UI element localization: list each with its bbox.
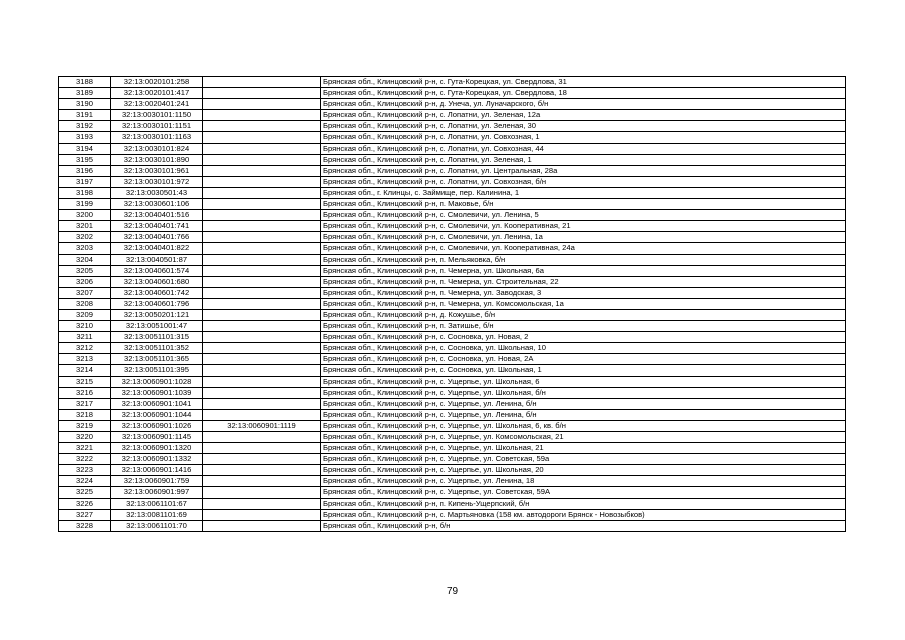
related-cadastral-number-cell bbox=[203, 287, 321, 298]
row-number-cell: 3194 bbox=[59, 143, 111, 154]
related-cadastral-number-cell bbox=[203, 454, 321, 465]
related-cadastral-number-cell bbox=[203, 321, 321, 332]
related-cadastral-number-cell bbox=[203, 298, 321, 309]
address-cell: Брянская обл., Клинцовский р-н, с. Ущерпье, ул. Школьная, 6 bbox=[321, 376, 846, 387]
page-number: 79 bbox=[446, 586, 459, 597]
cadastral-number-cell: 32:13:0040601:680 bbox=[111, 276, 203, 287]
cadastral-number-cell: 32:13:0060901:1026 bbox=[111, 420, 203, 431]
row-number-cell: 3188 bbox=[59, 77, 111, 88]
row-number-cell: 3195 bbox=[59, 154, 111, 165]
table-row bbox=[59, 88, 846, 99]
table-row bbox=[59, 465, 846, 476]
address-cell: Брянская обл., Клинцовский р-н, с. Лопатни, ул. Зеленая, 1 bbox=[321, 154, 846, 165]
row-number-cell: 3216 bbox=[59, 387, 111, 398]
table-row bbox=[59, 409, 846, 420]
related-cadastral-number-cell bbox=[203, 432, 321, 443]
related-cadastral-number-cell: 32:13:0060901:1119 bbox=[203, 420, 321, 431]
row-number-cell: 3198 bbox=[59, 187, 111, 198]
table-row bbox=[59, 99, 846, 110]
cadastral-number-cell: 32:13:0051001:47 bbox=[111, 321, 203, 332]
cadastral-number-cell: 32:13:0040601:796 bbox=[111, 298, 203, 309]
table-row bbox=[59, 232, 846, 243]
table-row bbox=[59, 176, 846, 187]
row-number-cell: 3191 bbox=[59, 110, 111, 121]
table-row bbox=[59, 443, 846, 454]
address-cell: Брянская обл., Клинцовский р-н, с. Ущерпье, ул. Советская, 59а bbox=[321, 454, 846, 465]
row-number-cell: 3222 bbox=[59, 454, 111, 465]
table-row bbox=[59, 265, 846, 276]
related-cadastral-number-cell bbox=[203, 409, 321, 420]
table-row bbox=[59, 387, 846, 398]
address-cell: Брянская обл., Клинцовский р-н, с. Гута-Корецкая, ул. Свердлова, 31 bbox=[321, 77, 846, 88]
related-cadastral-number-cell bbox=[203, 343, 321, 354]
cadastral-number-cell: 32:13:0040401:822 bbox=[111, 243, 203, 254]
table-row bbox=[59, 487, 846, 498]
related-cadastral-number-cell bbox=[203, 443, 321, 454]
address-cell: Брянская обл., Клинцовский р-н, п. Чемерна, ул. Строительная, 22 bbox=[321, 276, 846, 287]
related-cadastral-number-cell bbox=[203, 465, 321, 476]
address-cell: Брянская обл., Клинцовский р-н, д. Унеча, ул. Луначарского, б/н bbox=[321, 99, 846, 110]
address-cell: Брянская обл., Клинцовский р-н, б/н bbox=[321, 520, 846, 531]
table-row bbox=[59, 332, 846, 343]
address-cell: Брянская обл., Клинцовский р-н, с. Смолевичи, ул. Ленина, 1а bbox=[321, 232, 846, 243]
row-number-cell: 3203 bbox=[59, 243, 111, 254]
cadastral-number-cell: 32:13:0040401:766 bbox=[111, 232, 203, 243]
row-number-cell: 3200 bbox=[59, 210, 111, 221]
related-cadastral-number-cell bbox=[203, 143, 321, 154]
cadastral-number-cell: 32:13:0020101:258 bbox=[111, 77, 203, 88]
cadastral-number-cell: 32:13:0030101:1163 bbox=[111, 132, 203, 143]
cadastral-number-cell: 32:13:0050201:121 bbox=[111, 309, 203, 320]
table-row bbox=[59, 165, 846, 176]
table-row bbox=[59, 121, 846, 132]
related-cadastral-number-cell bbox=[203, 110, 321, 121]
row-number-cell: 3226 bbox=[59, 498, 111, 509]
table-row bbox=[59, 187, 846, 198]
table-row bbox=[59, 476, 846, 487]
row-number-cell: 3219 bbox=[59, 420, 111, 431]
row-number-cell: 3213 bbox=[59, 354, 111, 365]
table-row bbox=[59, 298, 846, 309]
row-number-cell: 3190 bbox=[59, 99, 111, 110]
cadastral-number-cell: 32:13:0061101:67 bbox=[111, 498, 203, 509]
row-number-cell: 3212 bbox=[59, 343, 111, 354]
table-row bbox=[59, 398, 846, 409]
address-cell: Брянская обл., Клинцовский р-н, п. Маковье, б/н bbox=[321, 199, 846, 210]
address-cell: Брянская обл., Клинцовский р-н, с. Ущерпье, ул. Школьная, 20 bbox=[321, 465, 846, 476]
related-cadastral-number-cell bbox=[203, 265, 321, 276]
related-cadastral-number-cell bbox=[203, 332, 321, 343]
address-cell: Брянская обл., Клинцовский р-н, с. Смолевичи, ул. Кооперативная, 21 bbox=[321, 221, 846, 232]
address-cell: Брянская обл., Клинцовский р-н, с. Лопатни, ул. Совхозная, 1 bbox=[321, 132, 846, 143]
address-cell: Брянская обл., Клинцовский р-н, с. Ущерпье, ул. Ленина, б/н bbox=[321, 398, 846, 409]
address-cell: Брянская обл., Клинцовский р-н, с. Лопатни, ул. Совхозная, б/н bbox=[321, 176, 846, 187]
address-cell: Брянская обл., Клинцовский р-н, с. Ущерпье, ул. Комсомольская, 21 bbox=[321, 432, 846, 443]
row-number-cell: 3214 bbox=[59, 365, 111, 376]
related-cadastral-number-cell bbox=[203, 199, 321, 210]
cadastral-number-cell: 32:13:0081101:69 bbox=[111, 509, 203, 520]
cadastral-number-cell: 32:13:0040501:87 bbox=[111, 254, 203, 265]
table-row bbox=[59, 454, 846, 465]
related-cadastral-number-cell bbox=[203, 387, 321, 398]
table-row bbox=[59, 254, 846, 265]
related-cadastral-number-cell bbox=[203, 132, 321, 143]
cadastral-number-cell: 32:13:0060901:1145 bbox=[111, 432, 203, 443]
cadastral-number-cell: 32:13:0030101:824 bbox=[111, 143, 203, 154]
row-number-cell: 3207 bbox=[59, 287, 111, 298]
cadastral-number-cell: 32:13:0030101:1151 bbox=[111, 121, 203, 132]
related-cadastral-number-cell bbox=[203, 165, 321, 176]
address-cell: Брянская обл., Клинцовский р-н, п. Чемерна, ул. Заводская, 3 bbox=[321, 287, 846, 298]
related-cadastral-number-cell bbox=[203, 232, 321, 243]
address-cell: Брянская обл., Клинцовский р-н, с. Ущерпье, ул. Советская, 59А bbox=[321, 487, 846, 498]
cadastral-number-cell: 32:13:0040401:741 bbox=[111, 221, 203, 232]
address-cell: Брянская обл., Клинцовский р-н, с. Смолевичи, ул. Кооперативная, 24а bbox=[321, 243, 846, 254]
cadastral-number-cell: 32:13:0051101:365 bbox=[111, 354, 203, 365]
related-cadastral-number-cell bbox=[203, 121, 321, 132]
table-row bbox=[59, 343, 846, 354]
address-cell: Брянская обл., Клинцовский р-н, п. Затишье, б/н bbox=[321, 321, 846, 332]
table-row bbox=[59, 376, 846, 387]
address-cell: Брянская обл., Клинцовский р-н, п. Чемерна, ул. Школьная, 6а bbox=[321, 265, 846, 276]
address-cell: Брянская обл., Клинцовский р-н, п. Кипень-Ущерпский, б/н bbox=[321, 498, 846, 509]
row-number-cell: 3220 bbox=[59, 432, 111, 443]
row-number-cell: 3224 bbox=[59, 476, 111, 487]
row-number-cell: 3215 bbox=[59, 376, 111, 387]
cadastral-number-cell: 32:13:0060901:1320 bbox=[111, 443, 203, 454]
table-body bbox=[59, 77, 846, 532]
row-number-cell: 3208 bbox=[59, 298, 111, 309]
table-row bbox=[59, 243, 846, 254]
table-row bbox=[59, 110, 846, 121]
table-row bbox=[59, 309, 846, 320]
row-number-cell: 3223 bbox=[59, 465, 111, 476]
cadastral-number-cell: 32:13:0030601:106 bbox=[111, 199, 203, 210]
cadastral-number-cell: 32:13:0060901:1416 bbox=[111, 465, 203, 476]
table-row bbox=[59, 321, 846, 332]
address-cell: Брянская обл., Клинцовский р-н, с. Сосновка, ул. Школьная, 10 bbox=[321, 343, 846, 354]
address-cell: Брянская обл., Клинцовский р-н, с. Гута-Корецкая, ул. Свердлова, 18 bbox=[321, 88, 846, 99]
cadastral-number-cell: 32:13:0051101:352 bbox=[111, 343, 203, 354]
address-cell: Брянская обл., Клинцовский р-н, с. Сосновка, ул. Школьная, 1 bbox=[321, 365, 846, 376]
table-row bbox=[59, 210, 846, 221]
cadastral-number-cell: 32:13:0051101:395 bbox=[111, 365, 203, 376]
row-number-cell: 3192 bbox=[59, 121, 111, 132]
related-cadastral-number-cell bbox=[203, 276, 321, 287]
table-row bbox=[59, 520, 846, 531]
related-cadastral-number-cell bbox=[203, 487, 321, 498]
table-row bbox=[59, 132, 846, 143]
cadastral-number-cell: 32:13:0030101:961 bbox=[111, 165, 203, 176]
cadastral-number-cell: 32:13:0060901:759 bbox=[111, 476, 203, 487]
cadastral-number-cell: 32:13:0030101:972 bbox=[111, 176, 203, 187]
related-cadastral-number-cell bbox=[203, 243, 321, 254]
table-row bbox=[59, 365, 846, 376]
address-cell: Брянская обл., Клинцовский р-н, п. Чемерна, ул. Комсомольская, 1а bbox=[321, 298, 846, 309]
address-cell: Брянская обл., Клинцовский р-н, с. Лопатни, ул. Зеленая, 30 bbox=[321, 121, 846, 132]
row-number-cell: 3217 bbox=[59, 398, 111, 409]
cadastral-number-cell: 32:13:0060901:1041 bbox=[111, 398, 203, 409]
address-cell: Брянская обл., Клинцовский р-н, с. Лопатни, ул. Центральная, 28а bbox=[321, 165, 846, 176]
table-row bbox=[59, 276, 846, 287]
related-cadastral-number-cell bbox=[203, 309, 321, 320]
related-cadastral-number-cell bbox=[203, 221, 321, 232]
address-cell: Брянская обл., Клинцовский р-н, с. Ущерпье, ул. Школьная, 21 bbox=[321, 443, 846, 454]
related-cadastral-number-cell bbox=[203, 176, 321, 187]
row-number-cell: 3189 bbox=[59, 88, 111, 99]
address-cell: Брянская обл., Клинцовский р-н, с. Мартьяновка (158 км. автодороги Брянск - Новозыбков) bbox=[321, 509, 846, 520]
row-number-cell: 3211 bbox=[59, 332, 111, 343]
table-row bbox=[59, 154, 846, 165]
row-number-cell: 3202 bbox=[59, 232, 111, 243]
cadastral-number-cell: 32:13:0040401:516 bbox=[111, 210, 203, 221]
table-row bbox=[59, 287, 846, 298]
address-cell: Брянская обл., Клинцовский р-н, с. Ущерпье, ул. Школьная, б/н bbox=[321, 387, 846, 398]
cadastral-number-cell: 32:13:0040601:574 bbox=[111, 265, 203, 276]
related-cadastral-number-cell bbox=[203, 77, 321, 88]
address-cell: Брянская обл., Клинцовский р-н, с. Лопатни, ул. Зеленая, 12а bbox=[321, 110, 846, 121]
related-cadastral-number-cell bbox=[203, 498, 321, 509]
table-row bbox=[59, 509, 846, 520]
related-cadastral-number-cell bbox=[203, 254, 321, 265]
related-cadastral-number-cell bbox=[203, 88, 321, 99]
related-cadastral-number-cell bbox=[203, 476, 321, 487]
address-cell: Брянская обл., Клинцовский р-н, с. Лопатни, ул. Совхозная, 44 bbox=[321, 143, 846, 154]
cadastral-number-cell: 32:13:0060901:1039 bbox=[111, 387, 203, 398]
address-cell: Брянская обл., Клинцовский р-н, д. Кожушье, б/н bbox=[321, 309, 846, 320]
related-cadastral-number-cell bbox=[203, 520, 321, 531]
address-cell: Брянская обл., Клинцовский р-н, с. Ущерпье, ул. Школьная, 6, кв. б/н bbox=[321, 420, 846, 431]
cadastral-number-cell: 32:13:0030101:890 bbox=[111, 154, 203, 165]
row-number-cell: 3227 bbox=[59, 509, 111, 520]
row-number-cell: 3225 bbox=[59, 487, 111, 498]
related-cadastral-number-cell bbox=[203, 154, 321, 165]
related-cadastral-number-cell bbox=[203, 354, 321, 365]
cadastral-number-cell: 32:13:0060901:1028 bbox=[111, 376, 203, 387]
row-number-cell: 3201 bbox=[59, 221, 111, 232]
cadastral-number-cell: 32:13:0060901:1332 bbox=[111, 454, 203, 465]
table-row bbox=[59, 498, 846, 509]
address-cell: Брянская обл., Клинцовский р-н, с. Смолевичи, ул. Ленина, 5 bbox=[321, 210, 846, 221]
address-cell: Брянская обл., Клинцовский р-н, п. Мельяковка, б/н bbox=[321, 254, 846, 265]
address-cell: Брянская обл., Клинцовский р-н, с. Ущерпье, ул. Ленина, б/н bbox=[321, 409, 846, 420]
address-cell: Брянская обл., Клинцовский р-н, с. Ущерпье, ул. Ленина, 18 bbox=[321, 476, 846, 487]
row-number-cell: 3221 bbox=[59, 443, 111, 454]
row-number-cell: 3196 bbox=[59, 165, 111, 176]
row-number-cell: 3218 bbox=[59, 409, 111, 420]
row-number-cell: 3197 bbox=[59, 176, 111, 187]
address-cell: Брянская обл., Клинцовский р-н, с. Сосновка, ул. Новая, 2А bbox=[321, 354, 846, 365]
table-row bbox=[59, 77, 846, 88]
cadastral-number-cell: 32:13:0020101:417 bbox=[111, 88, 203, 99]
address-cell: Брянская обл., г. Клинцы, с. Займище, пер. Калинина, 1 bbox=[321, 187, 846, 198]
table-row bbox=[59, 420, 846, 431]
related-cadastral-number-cell bbox=[203, 509, 321, 520]
cadastral-number-cell: 32:13:0051101:315 bbox=[111, 332, 203, 343]
row-number-cell: 3209 bbox=[59, 309, 111, 320]
address-cell: Брянская обл., Клинцовский р-н, с. Сосновка, ул. Новая, 2 bbox=[321, 332, 846, 343]
cadastral-number-cell: 32:13:0060901:997 bbox=[111, 487, 203, 498]
property-table bbox=[58, 76, 846, 532]
related-cadastral-number-cell bbox=[203, 187, 321, 198]
cadastral-number-cell: 32:13:0040601:742 bbox=[111, 287, 203, 298]
table-row bbox=[59, 143, 846, 154]
row-number-cell: 3205 bbox=[59, 265, 111, 276]
related-cadastral-number-cell bbox=[203, 365, 321, 376]
row-number-cell: 3228 bbox=[59, 520, 111, 531]
table-row bbox=[59, 221, 846, 232]
row-number-cell: 3199 bbox=[59, 199, 111, 210]
related-cadastral-number-cell bbox=[203, 398, 321, 409]
row-number-cell: 3204 bbox=[59, 254, 111, 265]
table-row bbox=[59, 432, 846, 443]
cadastral-number-cell: 32:13:0060901:1044 bbox=[111, 409, 203, 420]
cadastral-number-cell: 32:13:0030101:1150 bbox=[111, 110, 203, 121]
row-number-cell: 3210 bbox=[59, 321, 111, 332]
related-cadastral-number-cell bbox=[203, 99, 321, 110]
cadastral-number-cell: 32:13:0020401:241 bbox=[111, 99, 203, 110]
related-cadastral-number-cell bbox=[203, 210, 321, 221]
related-cadastral-number-cell bbox=[203, 376, 321, 387]
row-number-cell: 3206 bbox=[59, 276, 111, 287]
cadastral-number-cell: 32:13:0061101:70 bbox=[111, 520, 203, 531]
row-number-cell: 3193 bbox=[59, 132, 111, 143]
cadastral-number-cell: 32:13:0030501:43 bbox=[111, 187, 203, 198]
table-row bbox=[59, 199, 846, 210]
table-row bbox=[59, 354, 846, 365]
